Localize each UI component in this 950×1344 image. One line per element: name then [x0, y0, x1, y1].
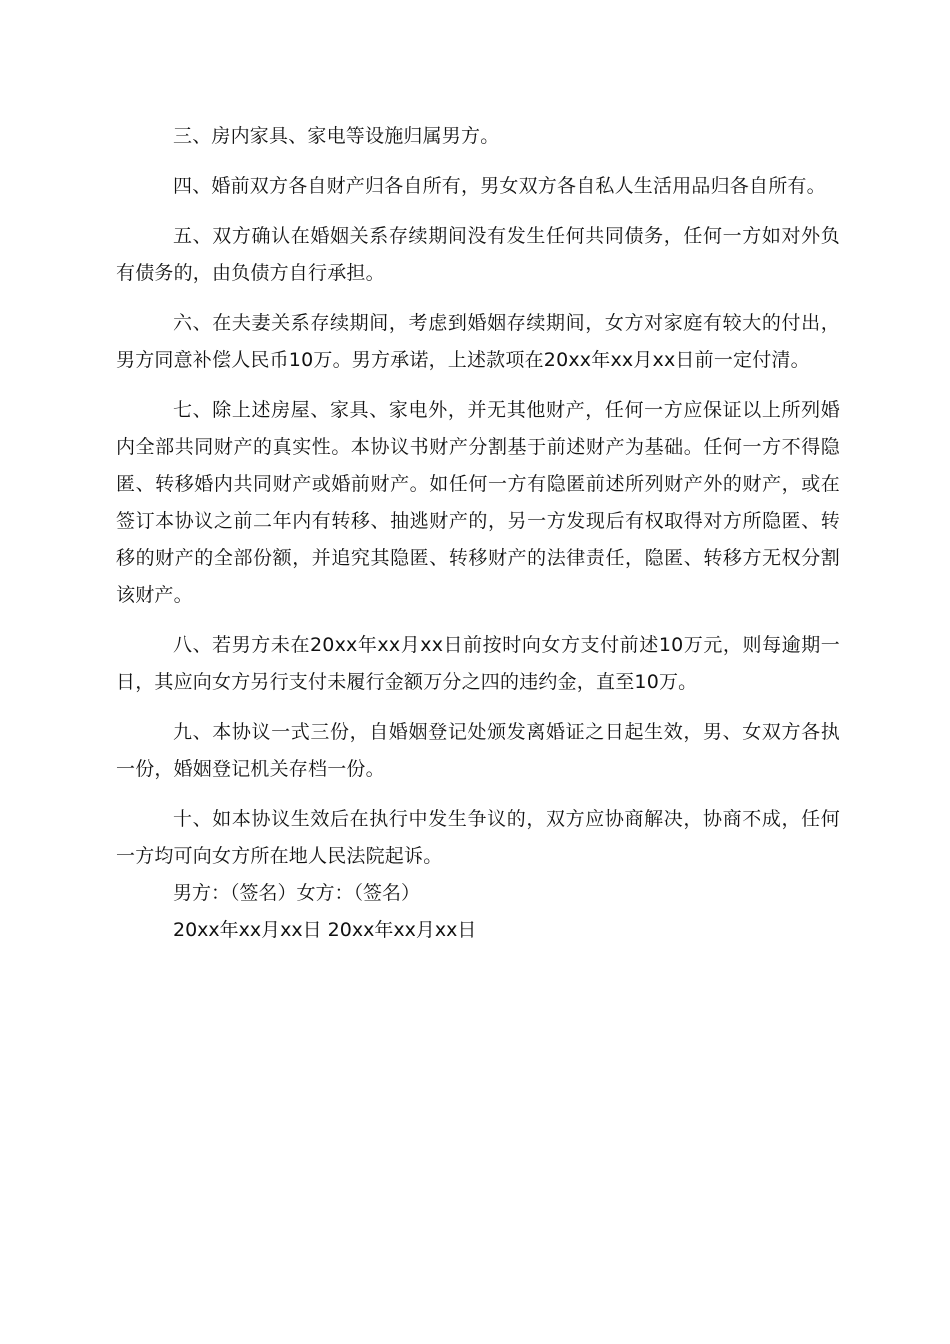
- clause-3: 三、房内家具、家电等设施归属男方。: [173, 125, 500, 147]
- clause-10: 十、如本协议生效后在执行中发生争议的，双方应协商解决，协商不成，任何一方均可向女方所在地人民法院起诉。: [116, 808, 840, 867]
- clause-9: 九、本协议一式三份，自婚姻登记处颁发离婚证之日起生效，男、女双方各执一份，婚姻登记机关存档一份。: [116, 721, 840, 780]
- clause-4: 四、婚前双方各自财产归各自所有，男女双方各自私人生活用品归各自所有。: [173, 175, 826, 197]
- clause-8: 八、若男方未在20xx年xx月xx日前按时向女方支付前述10万元，则每逾期一日，其应向女方另行支付未履行金额万分之四的违约金，直至10万。: [116, 634, 840, 693]
- clause-7: 七、除上述房屋、家具、家电外，并无其他财产，任何一方应保证以上所列婚内全部共同财产的真实性。本协议书财产分割基于前述财产为基础。任何一方不得隐匿、转移婚内共同财产或婚前财产。如任何一方有隐匿前述所列财产外的财产，或在签订本协议之前二年内有转移、抽逃财产的，另一方发现后有权取得对方所隐匿、转移的财产的全部份额，并追究其隐匿、转移财产的法律责任，隐匿、转移方无权分割该财产。: [116, 399, 840, 606]
- clause-6: 六、在夫妻关系存续期间，考虑到婚姻存续期间，女方对家庭有较大的付出，男方同意补偿人民币10万。男方承诺，上述款项在20xx年xx月xx日前一定付清。: [116, 312, 840, 371]
- signature-line: 男方：（签名）女方：（签名）: [173, 882, 421, 904]
- clause-5: 五、双方确认在婚姻关系存续期间没有发生任何共同债务，任何一方如对外负有债务的，由负债方自行承担。: [116, 225, 840, 284]
- agreement-body: [116, 118, 840, 949]
- date-line: 20xx年xx月xx日 20xx年xx月xx日: [173, 919, 477, 941]
